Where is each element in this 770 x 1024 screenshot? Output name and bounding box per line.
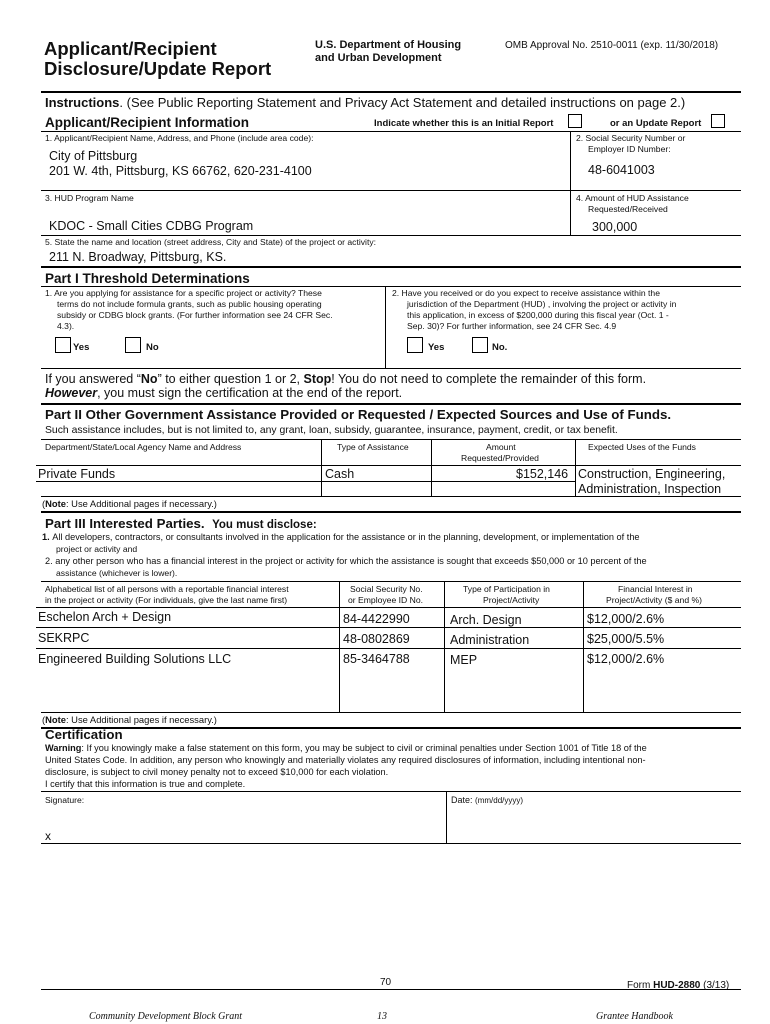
part1-q1-line4: 4.3). bbox=[57, 321, 75, 331]
stop-instruction-line1 bbox=[45, 372, 646, 386]
party-id-field[interactable]: 84-4422990 bbox=[343, 612, 410, 626]
rule bbox=[444, 581, 445, 712]
warning-line3: disclosure, is subject to civil money penalty not to exceed $10,000 for each violation. bbox=[45, 767, 389, 777]
instructions-line bbox=[45, 95, 685, 110]
part3-col3-header-line1: Type of Participation in bbox=[463, 584, 550, 594]
however-text: However bbox=[45, 386, 98, 400]
initial-report-checkbox[interactable] bbox=[568, 114, 582, 128]
part1-q2-line1: 2. Have you received or do you expect to receive assistance within the bbox=[392, 288, 660, 298]
hud-program-field[interactable]: KDOC - Small Cities CDBG Program bbox=[49, 219, 254, 233]
certification-heading: Certification bbox=[45, 727, 123, 742]
q3-label: 3. HUD Program Name bbox=[45, 193, 134, 203]
party-name-field[interactable]: SEKRPC bbox=[38, 631, 90, 645]
instructions-text: . (See Public Reporting Statement and Privacy Act Statement and detailed instructions on page 2.) bbox=[119, 95, 686, 110]
party-type-field[interactable]: MEP bbox=[450, 653, 478, 667]
q1-label: 1. Applicant/Recipient Name, Address, and Phone (include area code): bbox=[45, 133, 314, 143]
part1-q2-line3: this application, in excess of $200,000 during this fiscal year (Oct. 1 - bbox=[407, 310, 669, 320]
form-suffix: (3/13) bbox=[700, 980, 730, 991]
q2-label-line1: 2. Social Security Number or bbox=[576, 133, 686, 143]
rule bbox=[41, 266, 741, 268]
part2-uses-field-line1[interactable]: Construction, Engineering, bbox=[578, 467, 726, 481]
part1-q1-line1: 1. Are you applying for assistance for a specific project or activity? These bbox=[45, 288, 322, 298]
party-interest-field[interactable]: $25,000/5.5% bbox=[587, 632, 665, 646]
part2-heading: Part II Other Government Assistance Provided or Requested / Expected Sources and Use of Funds. bbox=[45, 407, 672, 422]
part1-q2-no-label: No. bbox=[492, 342, 508, 353]
note-bold: Note bbox=[45, 714, 66, 725]
rule bbox=[41, 581, 741, 582]
note-rest: : Use Additional pages if necessary.) bbox=[65, 498, 217, 509]
form-id: HUD-2880 bbox=[653, 980, 701, 991]
form-number bbox=[627, 980, 729, 991]
warning-line2: United States Code. In addition, any person who knowingly and materially violates any required disclosures of information, including intentional non- bbox=[45, 755, 646, 765]
stop-text-no: No bbox=[140, 372, 158, 386]
warning-label: Warning bbox=[45, 743, 82, 753]
project-location-field[interactable]: 211 N. Broadway, Pittsburg, KS. bbox=[49, 250, 227, 264]
part3-col3-header-line2: Project/Activity bbox=[483, 595, 540, 605]
update-report-checkbox[interactable] bbox=[711, 114, 725, 128]
rule bbox=[41, 286, 741, 287]
part1-q2-no-checkbox[interactable] bbox=[472, 337, 488, 353]
footer-left-text: Community Development Block Grant bbox=[89, 1011, 243, 1022]
party-name-field[interactable]: Eschelon Arch + Design bbox=[38, 610, 172, 624]
party-type-field[interactable]: Administration bbox=[450, 633, 530, 647]
part3-heading: Part III Interested Parties. bbox=[45, 516, 205, 531]
rule bbox=[41, 496, 741, 497]
party-interest-field[interactable]: $12,000/2.6% bbox=[587, 652, 665, 666]
footer-center-text: 13 bbox=[377, 1011, 387, 1022]
rule bbox=[41, 235, 741, 236]
part2-col4-header: Expected Uses of the Funds bbox=[588, 442, 696, 452]
stop-text-stop: Stop bbox=[303, 372, 332, 386]
initial-report-label: Indicate whether this is an Initial Report bbox=[374, 118, 554, 129]
rule bbox=[36, 627, 741, 628]
date-label: Date: bbox=[451, 795, 473, 805]
rule bbox=[431, 439, 432, 496]
part1-q2-line4: Sep. 30)? For further information, see 24 CFR Sec. 4.9 bbox=[407, 321, 617, 331]
applicant-info-heading: Applicant/Recipient Information bbox=[45, 115, 250, 130]
date-field[interactable] bbox=[451, 808, 736, 840]
part3-col2-header-line1: Social Security No. bbox=[350, 584, 423, 594]
party-type-field[interactable]: Arch. Design bbox=[450, 613, 522, 627]
rule bbox=[41, 190, 741, 191]
part3-item1-line1: 1. All developers, contractors, or consultants involved in the application for the assistance or in the planning, development, or implementation of the bbox=[42, 532, 640, 542]
stop-text-b: ” to either question 1 or 2, bbox=[157, 372, 304, 386]
rule bbox=[41, 439, 741, 440]
rule bbox=[41, 791, 741, 792]
rule bbox=[575, 439, 576, 496]
part1-q1-yes-label: Yes bbox=[73, 342, 90, 353]
rule bbox=[36, 481, 576, 482]
agency-name-line1: U.S. Department of Housing bbox=[315, 39, 462, 51]
rule bbox=[36, 648, 741, 649]
q2-label-line2: Employer ID Number: bbox=[588, 144, 671, 154]
form-title-line2: Disclosure/Update Report bbox=[44, 58, 272, 79]
part2-type-field[interactable]: Cash bbox=[325, 467, 355, 481]
part3-col1-header-line1: Alphabetical list of all persons with a reportable financial interest bbox=[45, 584, 289, 594]
page-number: 70 bbox=[380, 977, 392, 988]
update-report-label: or an Update Report bbox=[610, 118, 702, 129]
form-title-line1: Applicant/Recipient bbox=[44, 38, 217, 59]
part1-q2-yes-checkbox[interactable] bbox=[407, 337, 423, 353]
part3-col4-header-line2: Project/Activity ($ and %) bbox=[606, 595, 702, 605]
rule bbox=[41, 368, 741, 369]
signature-field[interactable]: x bbox=[45, 829, 51, 843]
party-interest-field[interactable]: $12,000/2.6% bbox=[587, 612, 665, 626]
stop-text-c: ! You do not need to complete the remainder of this form. bbox=[331, 372, 647, 386]
part3-item1-line2: project or activity and bbox=[56, 544, 138, 554]
signature-label: Signature: bbox=[45, 795, 85, 805]
employer-id-field[interactable]: 48-6041003 bbox=[588, 163, 655, 177]
header-rule bbox=[41, 91, 741, 93]
warning-line1 bbox=[45, 743, 647, 753]
part3-item2-line1: 2. any other person who has a financial interest in the project or activity for which the assistance is sought that exceeds $50,000 or 10 percent of the bbox=[45, 556, 647, 566]
applicant-name-field[interactable]: City of Pittsburg bbox=[49, 149, 138, 163]
part3-col4-header-line1: Financial Interest in bbox=[618, 584, 693, 594]
applicant-address-field[interactable]: 201 W. 4th, Pittsburg, KS 66762, 620-231-4100 bbox=[49, 164, 312, 178]
part1-q2-yes-label: Yes bbox=[428, 342, 445, 353]
date-format: (mm/dd/yyyy) bbox=[475, 796, 524, 805]
rule bbox=[36, 465, 741, 466]
rule bbox=[41, 712, 741, 713]
part3-col2-header-line2: or Employee ID No. bbox=[348, 595, 423, 605]
rule bbox=[41, 131, 741, 132]
part3-item1-text: All developers, contractors, or consultants involved in the application for the assistance or in the planning, development, or implementation of the bbox=[52, 532, 640, 542]
part3-note: (Note: Use Additional pages if necessary.) bbox=[42, 714, 217, 725]
rule bbox=[41, 511, 741, 513]
part2-note: (Note: Use Additional pages if necessary.) bbox=[42, 498, 217, 509]
rule bbox=[41, 727, 741, 729]
part3-col1-header-line2: in the project or activity (For individuals, give the last name first) bbox=[45, 595, 288, 605]
q4-label-line1: 4. Amount of HUD Assistance bbox=[576, 193, 689, 203]
part2-agency-field[interactable]: Private Funds bbox=[38, 467, 116, 481]
part2-col1-header: Department/State/Local Agency Name and Address bbox=[45, 442, 242, 452]
part2-subtext: Such assistance includes, but is not limited to, any grant, loan, subsidy, guarantee, insurance, payment, credit, or tax benefit. bbox=[45, 425, 618, 436]
rule bbox=[570, 131, 571, 235]
q4-label-line2: Requested/Received bbox=[588, 204, 668, 214]
part2-amount-field[interactable]: $152,146 bbox=[516, 467, 569, 481]
part1-q1-line3: subsidy or CDBG block grants. (For further information see 24 CFR Sec. bbox=[57, 310, 333, 320]
footer-right-text: Grantee Handbook bbox=[596, 1011, 673, 1022]
rule bbox=[446, 791, 447, 843]
rule bbox=[41, 403, 741, 405]
warning-text: : If you knowingly make a false statement on this form, you may be subject to civil or criminal penalties under Section 1001 of Title 18 of the bbox=[81, 743, 647, 753]
rule bbox=[41, 843, 741, 844]
omb-approval: OMB Approval No. 2510-0011 (exp. 11/30/2018) bbox=[505, 40, 719, 51]
part2-col2-header: Type of Assistance bbox=[337, 442, 409, 452]
part1-q2-line2: jurisdiction of the Department (HUD) , involving the project or activity in bbox=[407, 299, 677, 309]
part2-uses-field-line2[interactable]: Administration, Inspection bbox=[578, 482, 722, 496]
part3-heading-line bbox=[45, 515, 317, 533]
agency-name-line2: and Urban Development bbox=[315, 52, 442, 64]
part3-heading-suffix: You must disclose: bbox=[212, 519, 317, 531]
rule bbox=[36, 607, 741, 608]
warning-line4: I certify that this information is true and complete. bbox=[45, 779, 246, 789]
part1-heading: Part I Threshold Determinations bbox=[45, 271, 250, 286]
stop-text-a: If you answered “ bbox=[45, 372, 141, 386]
instructions-label: Instructions bbox=[45, 95, 120, 110]
part1-q1-yes-checkbox[interactable] bbox=[55, 337, 71, 353]
party-name-field[interactable]: Engineered Building Solutions LLC bbox=[38, 652, 232, 666]
note-rest: : Use Additional pages if necessary.) bbox=[65, 714, 217, 725]
however-rest: , you must sign the certification at the end of the report. bbox=[97, 386, 403, 400]
q5-label: 5. State the name and location (street address, City and State) of the project or activity: bbox=[45, 237, 377, 247]
rule bbox=[583, 581, 584, 712]
stop-instruction-line2 bbox=[45, 386, 402, 400]
part3-item2-line2: assistance (whichever is lower). bbox=[56, 568, 178, 578]
party-id-field[interactable]: 85-3464788 bbox=[343, 652, 410, 666]
form-prefix: Form bbox=[627, 980, 654, 991]
part2-col3-header-line2: Requested/Provided bbox=[461, 453, 539, 463]
part2-col3-header-line1: Amount bbox=[486, 442, 516, 452]
hud-amount-field[interactable]: 300,000 bbox=[592, 220, 638, 234]
rule bbox=[321, 439, 322, 496]
part1-q1-no-checkbox[interactable] bbox=[125, 337, 141, 353]
date-label-line bbox=[451, 795, 523, 805]
rule bbox=[385, 286, 386, 368]
part1-q1-no-label: No bbox=[146, 342, 159, 353]
part1-q1-line2: terms do not include formula grants, such as public housing operating bbox=[57, 299, 322, 309]
rule bbox=[339, 581, 340, 712]
note-bold: Note bbox=[45, 498, 66, 509]
party-id-field[interactable]: 48-0802869 bbox=[343, 632, 410, 646]
